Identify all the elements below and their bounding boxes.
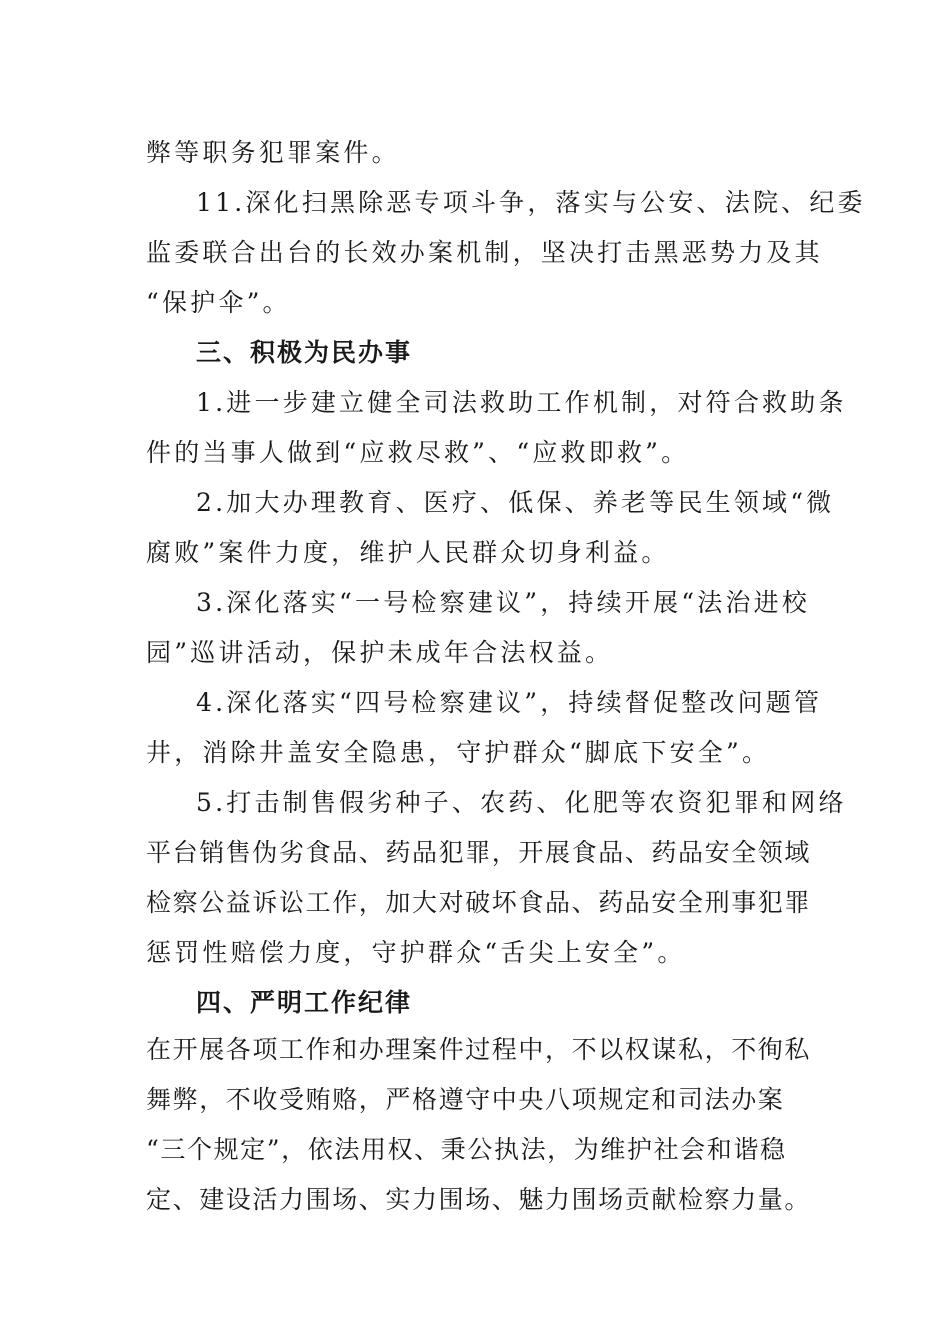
paragraph-line: 11.深化扫黑除恶专项斗争，落实与公安、法院、纪委	[196, 188, 866, 217]
paragraph-line: 在开展各项工作和办理案件过程中，不以权谋私，不徇私	[146, 1035, 812, 1064]
paragraph-line: 井，消除井盖安全隐患，守护群众“脚底下安全”。	[146, 738, 771, 767]
section-heading: 四、严明工作纪律	[196, 988, 413, 1017]
paragraph-line: 平台销售伪劣食品、药品犯罪，开展食品、药品安全领域	[146, 838, 812, 867]
paragraph-line: 腐败”案件力度，维护人民群众切身利益。	[146, 538, 670, 567]
paragraph-line: “保护伞”。	[146, 288, 291, 317]
paragraph-line: 件的当事人做到“应救尽救”、“应救即救”。	[146, 438, 690, 467]
paragraph-line: 舞弊，不收受贿赂，严格遵守中央八项规定和司法办案	[146, 1085, 785, 1114]
paragraph-line: 1.进一步建立健全司法救助工作机制，对符合救助条	[196, 388, 847, 417]
paragraph-line: 2.加大办理教育、医疗、低保、养老等民生领域“微	[196, 488, 835, 517]
paragraph-line: 弊等职务犯罪案件。	[146, 138, 400, 167]
paragraph-line: “三个规定”，依法用权、秉公执法，为维护社会和谐稳	[146, 1135, 787, 1164]
paragraph-line: 园”巡讲活动，保护未成年合法权益。	[146, 638, 614, 667]
paragraph-line: 3.深化落实“一号检察建议”，持续开展“法治进校	[196, 588, 810, 617]
paragraph-line: 5.打击制售假劣种子、农药、化肥等农资犯罪和网络	[196, 788, 847, 817]
section-heading: 三、积极为民办事	[196, 338, 413, 367]
paragraph-line: 定、建设活力围场、实力围场、魅力围场贡献检察力量。	[146, 1185, 812, 1214]
paragraph-line: 检察公益诉讼工作，加大对破坏食品、药品安全刑事犯罪	[146, 888, 812, 917]
paragraph-line: 惩罚性赔偿力度，守护群众“舌尖上安全”。	[146, 938, 686, 967]
paragraph-line: 监委联合出台的长效办案机制，坚决打击黑恶势力及其	[146, 238, 823, 267]
paragraph-line: 4.深化落实“四号检察建议”，持续督促整改问题管	[196, 688, 823, 717]
